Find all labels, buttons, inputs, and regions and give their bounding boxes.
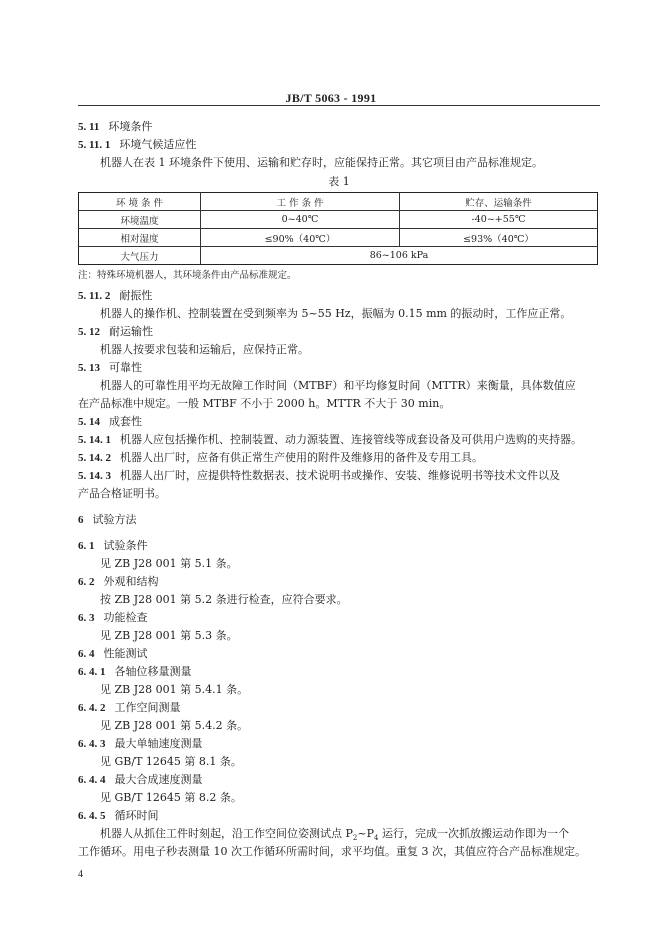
table-cell: -40~+55℃ xyxy=(400,211,598,229)
section-title: 功能检查 xyxy=(103,611,148,624)
page-number: 4 xyxy=(78,869,83,880)
section-6-4-4-body: 见 GB/T 12645 第 8.2 条。 xyxy=(100,791,242,804)
section-number: 6 xyxy=(78,514,84,526)
section-number: 6. 4. 4 xyxy=(78,774,106,786)
section-title: 最大单轴速度测量 xyxy=(114,737,203,750)
section-5-12-body: 机器人按要求包装和运输后，应保持正常。 xyxy=(100,343,309,356)
table-header-row xyxy=(79,193,598,211)
section-5-14-1 xyxy=(78,431,600,449)
section-5-14-heading xyxy=(78,413,600,431)
section-5-14-2 xyxy=(78,449,600,467)
section-body: 机器人应包括操作机、控制装置、动力源装置、连接管线等成套设备及可供用户选购的夹持器。 xyxy=(120,433,582,446)
section-title: 外观和结构 xyxy=(103,575,159,588)
section-number: 5. 14. 3 xyxy=(78,470,111,482)
section-5-13-body-line1: 机器人的可靠性用平均无故障工作时间（MTBF）和平均修复时间（MTTR）来衡量，具体数值应 xyxy=(100,379,576,392)
document-header-title: JB/T 5063 - 1991 xyxy=(285,91,377,105)
section-6-2-heading xyxy=(78,573,600,591)
table-row xyxy=(79,229,598,247)
section-number: 5. 14 xyxy=(78,416,100,428)
section-number: 5. 12 xyxy=(78,326,100,338)
table-cell: 0~40℃ xyxy=(201,211,400,229)
section-6-4-2-heading xyxy=(78,699,600,717)
page-content xyxy=(78,118,600,861)
table-cell: 环境温度 xyxy=(79,211,201,229)
section-body: 机器人出厂时，应提供特性数据表、技术说明书或操作、安装、维修说明书等技术文件以及 xyxy=(120,469,560,482)
section-6-4-1-body: 见 ZB J28 001 第 5.4.1 条。 xyxy=(100,683,249,696)
section-number: 6. 1 xyxy=(78,540,95,552)
section-6-3-body: 见 ZB J28 001 第 5.3 条。 xyxy=(100,629,238,642)
section-title: 性能测试 xyxy=(103,647,148,660)
section-title: 环境条件 xyxy=(108,120,153,133)
section-5-11-1-body: 机器人在表 1 环境条件下使用、运输和贮存时，应能保持正常。其它项目由产品标准规定。 xyxy=(100,156,543,169)
section-6-4-3-body: 见 GB/T 12645 第 8.1 条。 xyxy=(100,755,242,768)
table-cell: 大气压力 xyxy=(79,247,201,265)
section-6-3-heading xyxy=(78,609,600,627)
table-note: 注：特殊环境机器人，其环境条件由产品标准规定。 xyxy=(78,270,297,281)
section-title: 最大合成速度测量 xyxy=(114,773,203,786)
section-5-14-3 xyxy=(78,467,600,485)
section-number: 6. 4 xyxy=(78,648,95,660)
section-title: 工作空间测量 xyxy=(114,701,181,714)
section-title: 耐振性 xyxy=(119,289,153,302)
section-number: 6. 4. 3 xyxy=(78,738,106,750)
section-number: 5. 14. 2 xyxy=(78,452,111,464)
section-6-4-1-heading xyxy=(78,663,600,681)
table-row xyxy=(79,211,598,229)
section-6-1-body: 见 ZB J28 001 第 5.1 条。 xyxy=(100,557,238,570)
section-6-4-5-body-line1: 机器人从抓住工件时刻起，沿工作空间位姿测试点 $P_2\sim P_4$ 运行，完成一次抓放搬运动作即为一个 xyxy=(100,827,569,843)
table-header-cell: 工 作 条 件 xyxy=(201,193,400,211)
section-5-11-2-body: 机器人的操作机、控制装置在受到频率为 5~55 Hz，振幅为 0.15 mm 的振动时，工作应正常。 xyxy=(100,307,572,320)
table-header-cell: 环 境 条 件 xyxy=(79,193,201,211)
section-5-12-heading xyxy=(78,323,600,341)
section-number: 5. 11 xyxy=(78,121,100,133)
section-6-2-body: 按 ZB J28 001 第 5.2 条进行检查，应符合要求。 xyxy=(100,593,348,606)
table-cell: ≤93%（40℃） xyxy=(400,229,598,247)
section-number: 6. 2 xyxy=(78,576,95,588)
section-number: 6. 3 xyxy=(78,612,95,624)
section-number: 5. 13 xyxy=(78,362,100,374)
section-6-4-3-heading xyxy=(78,735,600,753)
section-number: 6. 4. 1 xyxy=(78,666,106,678)
section-5-11-2-heading xyxy=(78,287,600,305)
section-title: 环境气候适应性 xyxy=(119,138,197,151)
section-number: 6. 4. 2 xyxy=(78,702,106,714)
section-number: 5. 11. 1 xyxy=(78,139,111,151)
chapter-6-heading xyxy=(78,511,600,529)
section-title: 试验条件 xyxy=(103,539,148,552)
table-1-caption: 表 1 xyxy=(328,175,350,188)
section-title: 循环时间 xyxy=(114,809,159,822)
section-6-1-heading xyxy=(78,537,600,555)
section-title: 可靠性 xyxy=(109,361,142,374)
section-5-11-1-heading xyxy=(78,136,600,154)
section-6-4-4-heading xyxy=(78,771,600,789)
section-5-11-heading xyxy=(78,118,600,136)
section-5-13-body-line2: 在产品标准中规定。一般 MTBF 不小于 2000 h。MTTR 不大于 30 min。 xyxy=(78,397,451,410)
section-body: 机器人出厂时，应备有供正常生产使用的附件及维修用的备件及专用工具。 xyxy=(120,451,483,464)
section-number: 5. 14. 1 xyxy=(78,434,111,446)
section-5-14-3-body-line2: 产品合格证明书。 xyxy=(78,487,166,500)
table-cell: ≤90%（40℃） xyxy=(201,229,400,247)
table-header-cell: 贮存、运输条件 xyxy=(400,193,598,211)
section-number: 5. 11. 2 xyxy=(78,290,111,302)
header-divider xyxy=(78,105,600,106)
table-row xyxy=(79,247,598,265)
section-5-13-heading xyxy=(78,359,600,377)
section-6-4-2-body: 见 ZB J28 001 第 5.4.2 条。 xyxy=(100,719,249,732)
section-title: 各轴位移量测量 xyxy=(114,665,192,678)
environment-conditions-table xyxy=(78,192,598,265)
section-title: 耐运输性 xyxy=(109,325,153,338)
section-6-4-5-heading xyxy=(78,807,600,825)
table-cell: 相对湿度 xyxy=(79,229,201,247)
section-6-4-heading xyxy=(78,645,600,663)
section-title: 试验方法 xyxy=(92,513,137,526)
section-6-4-5-body-line2: 工作循环。用电子秒表测量 10 次工作循环所需时间，求平均值。重复 3 次，其值应符合产品标准规定。 xyxy=(78,845,586,858)
section-number: 6. 4. 5 xyxy=(78,810,106,822)
section-title: 成套性 xyxy=(109,415,142,428)
table-cell: 86~106 kPa xyxy=(201,247,598,265)
